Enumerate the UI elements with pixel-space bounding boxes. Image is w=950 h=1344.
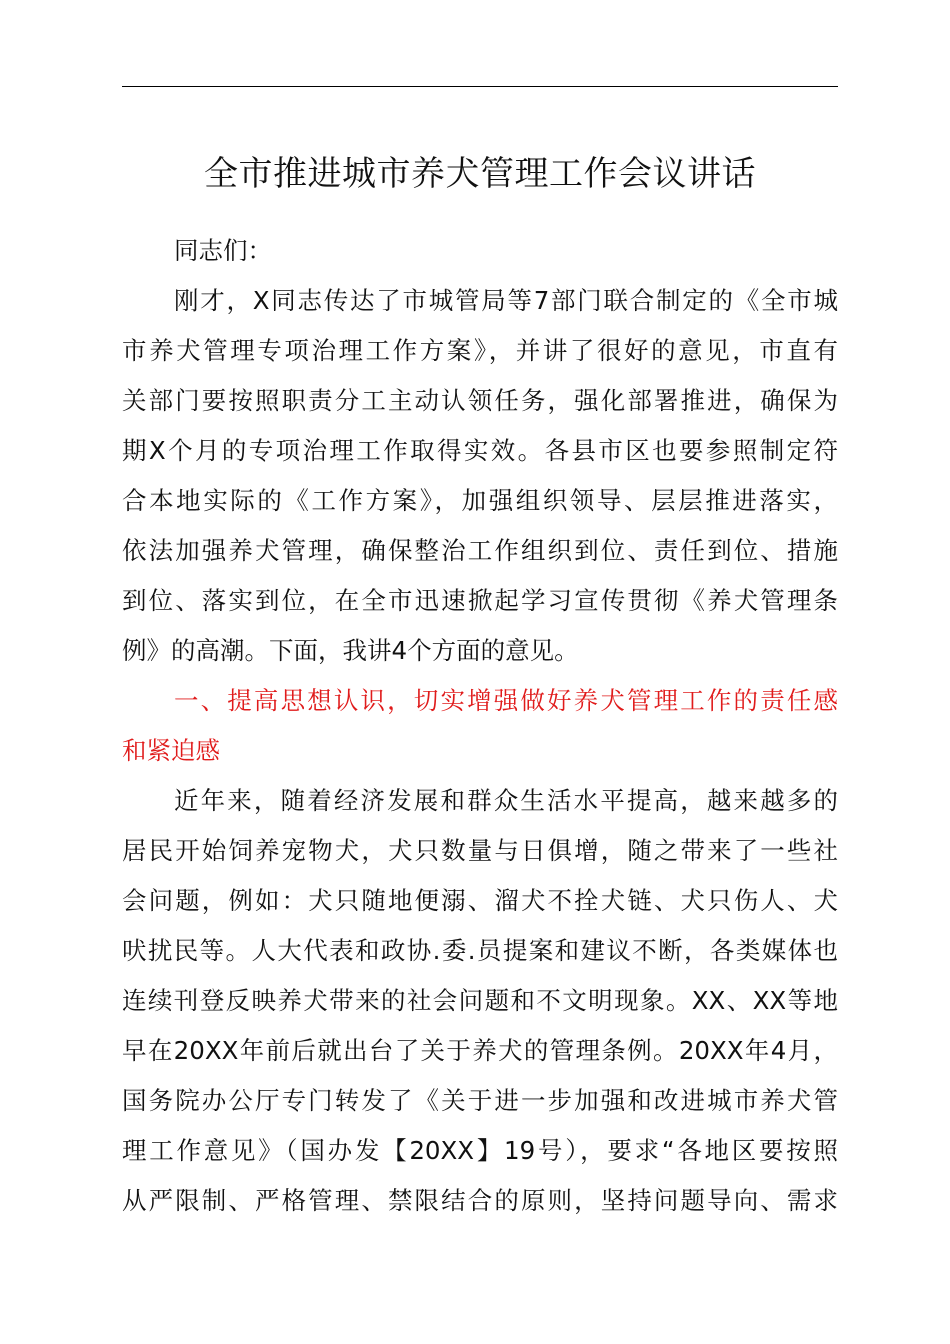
section-heading-1: 一、提高思想认识，切实增强做好养犬管理工作的责任感: [174, 686, 838, 715]
paragraph-1-line: 期X个月的专项治理工作取得实效。各县市区也要参照制定符: [122, 436, 838, 465]
paragraph-1-line: 合本地实际的《工作方案》，加强组织领导、层层推进落实，: [122, 486, 838, 515]
section-heading-1: 和紧迫感: [122, 736, 220, 765]
document-title: 全市推进城市养犬管理工作会议讲话: [204, 154, 756, 194]
paragraph-2-line: 会问题，例如：犬只随地便溺、溜犬不拴犬链、犬只伤人、犬: [122, 886, 838, 915]
document-body: [122, 226, 838, 1226]
paragraph-1-line: 市养犬管理专项治理工作方案》，并讲了很好的意见，市直有: [122, 336, 838, 365]
paragraph-1-line: 例》的高潮。下面，我讲4个方面的意见。: [122, 636, 579, 665]
paragraph-1-line: 刚才，X同志传达了市城管局等7部门联合制定的《全市城: [174, 286, 838, 315]
header-rule: [122, 86, 838, 87]
paragraph-1-line: 关部门要按照职责分工主动认领任务，强化部署推进，确保为: [122, 386, 838, 415]
paragraph-2-line: 国务院办公厅专门转发了《关于进一步加强和改进城市养犬管: [122, 1086, 838, 1115]
paragraph-1-line: 依法加强养犬管理，确保整治工作组织到位、责任到位、措施: [122, 536, 838, 565]
salutation: 同志们：: [174, 236, 272, 265]
paragraph-2-line: 连续刊登反映养犬带来的社会问题和不文明现象。XX、XX等地: [122, 986, 838, 1015]
paragraph-2-line: 近年来，随着经济发展和群众生活水平提高，越来越多的: [174, 786, 838, 815]
paragraph-2-line: 从严限制、严格管理、禁限结合的原则，坚持问题导向、需求: [122, 1186, 838, 1215]
paragraph-2-line: 吠扰民等。人大代表和政协.委.员提案和建议不断，各类媒体也: [122, 936, 838, 965]
paragraph-2-line: 早在20XX年前后就出台了关于养犬的管理条例。20XX年4月，: [122, 1036, 838, 1065]
paragraph-2-line: 理工作意见》（国办发【20XX】19号），要求“各地区要按照: [122, 1136, 838, 1165]
paragraph-1-line: 到位、落实到位，在全市迅速掀起学习宣传贯彻《养犬管理条: [122, 586, 838, 615]
paragraph-2-line: 居民开始饲养宠物犬，犬只数量与日俱增，随之带来了一些社: [122, 836, 838, 865]
